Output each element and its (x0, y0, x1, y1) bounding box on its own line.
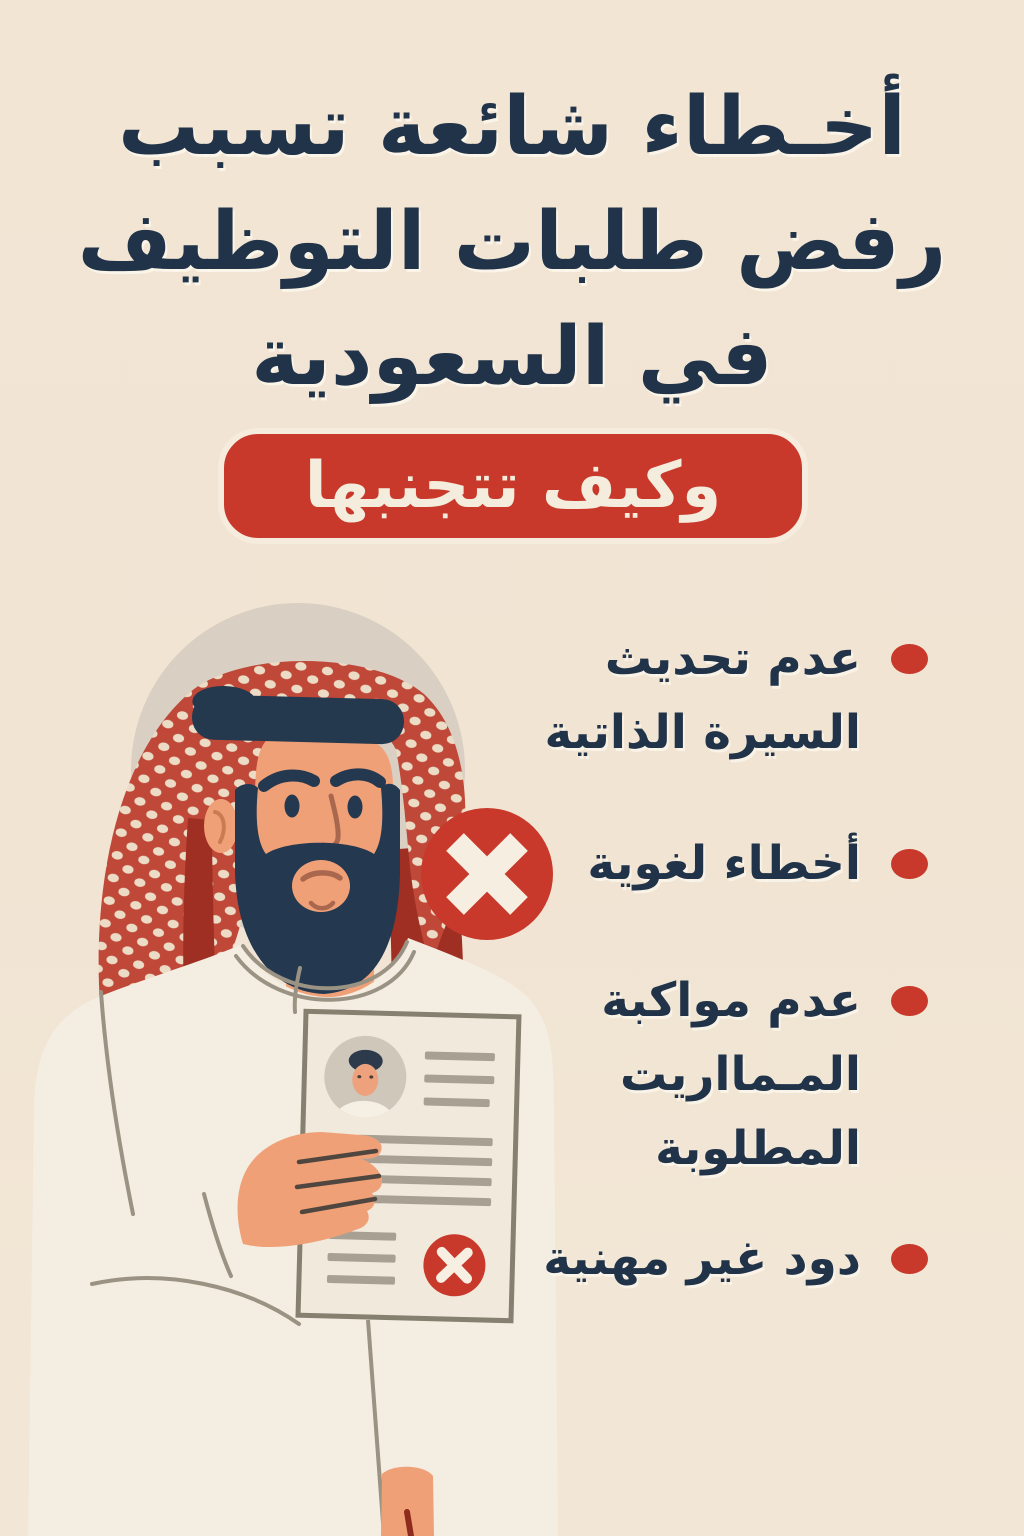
badge-label: وكيف تتجنبها (304, 449, 722, 523)
mistake-text-1: عدم تحديث السيرة الذاتية (544, 631, 861, 760)
mouth-area (292, 860, 350, 912)
ear (204, 799, 238, 853)
mistake-text-3: عدم مواكبة المـمااريت المطلوبة (601, 973, 861, 1176)
title-line-2: رفض طلبات التوظيف (77, 195, 947, 289)
bottom-hand (381, 1467, 434, 1536)
rejected-applicant-illustration (0, 580, 560, 1536)
eye-right (348, 796, 363, 819)
mistake-item-3 (601, 964, 928, 1186)
poster-title (0, 70, 1024, 415)
title-line-3: في السعودية (251, 310, 773, 404)
bullet-dot (891, 986, 928, 1016)
mistake-item-2 (587, 827, 928, 901)
mistake-text-4: دود غير مهنية (543, 1231, 861, 1286)
bullet-dot (891, 849, 928, 879)
how-to-avoid-badge (218, 428, 808, 544)
mistake-item-1 (545, 622, 928, 770)
bullet-dot (891, 1244, 928, 1274)
mistake-text-2: أخطاء لغوية (587, 836, 861, 891)
x-mark-icon (421, 808, 553, 940)
bullet-dot (891, 644, 928, 674)
title-line-1: أخـطاء شائعة تسبب (118, 80, 906, 174)
eye-left (285, 795, 300, 818)
mistake-item-4 (543, 1222, 928, 1296)
